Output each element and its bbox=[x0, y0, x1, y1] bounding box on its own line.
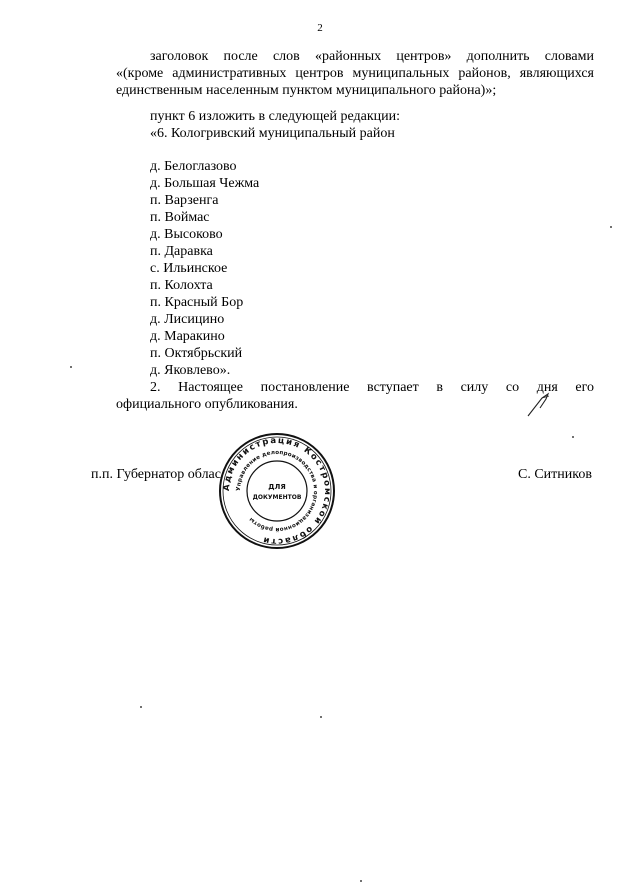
paragraph-amend-heading-line2: «(кроме административных центров муниципальных районов, являющихся bbox=[116, 66, 594, 81]
paragraph-amend-heading-line1: заголовок после слов «районных центров» дополнить словами bbox=[150, 49, 594, 64]
scan-speck bbox=[360, 880, 362, 882]
paragraph-effective-line2: официального опубликования. bbox=[116, 397, 298, 412]
handwritten-signature-mark bbox=[522, 390, 562, 420]
scan-speck bbox=[610, 226, 612, 228]
stamp-center-line1: ДЛЯ bbox=[268, 483, 286, 491]
scan-speck bbox=[70, 366, 72, 368]
settlement-item: д. Яковлево». bbox=[150, 363, 231, 378]
signature-title: п.п. Губернатор облас bbox=[91, 467, 221, 482]
settlement-item: п. Колохта bbox=[150, 278, 213, 293]
paragraph-amend-heading-line3: единственным населенным пунктом муниципального района)»; bbox=[116, 83, 497, 98]
scan-speck bbox=[572, 436, 574, 438]
scan-speck bbox=[140, 706, 142, 708]
settlement-item: д. Маракино bbox=[150, 329, 225, 344]
paragraph-effective-line1: 2. Настоящее постановление вступает в силу со дня его bbox=[150, 380, 594, 395]
stamp-outer-text: Администрация Костромской области bbox=[221, 435, 333, 547]
paragraph-point6: пункт 6 изложить в следующей редакции: bbox=[150, 109, 400, 124]
signature-name: С. Ситников bbox=[518, 467, 592, 482]
district-heading: «6. Кологривский муниципальный район bbox=[150, 126, 395, 141]
official-stamp-seal bbox=[218, 432, 336, 550]
settlement-item: п. Красный Бор bbox=[150, 295, 244, 310]
settlement-item: д. Белоглазово bbox=[150, 159, 237, 174]
settlement-item: п. Даравка bbox=[150, 244, 213, 259]
settlement-item: п. Варзенга bbox=[150, 193, 219, 208]
settlement-item: д. Большая Чежма bbox=[150, 176, 260, 191]
settlement-item: с. Ильинское bbox=[150, 261, 228, 276]
settlement-item: п. Октябрьский bbox=[150, 346, 243, 361]
settlement-item: д. Лисицино bbox=[150, 312, 225, 327]
settlement-item: д. Высоково bbox=[150, 227, 223, 242]
page-number: 2 bbox=[317, 22, 323, 34]
scan-speck bbox=[320, 716, 322, 718]
stamp-center-line2: ДОКУМЕНТОВ bbox=[252, 494, 302, 501]
stamp-inner-text: Управление делопроизводства и организационной работы bbox=[235, 449, 319, 533]
settlement-item: п. Воймас bbox=[150, 210, 210, 225]
